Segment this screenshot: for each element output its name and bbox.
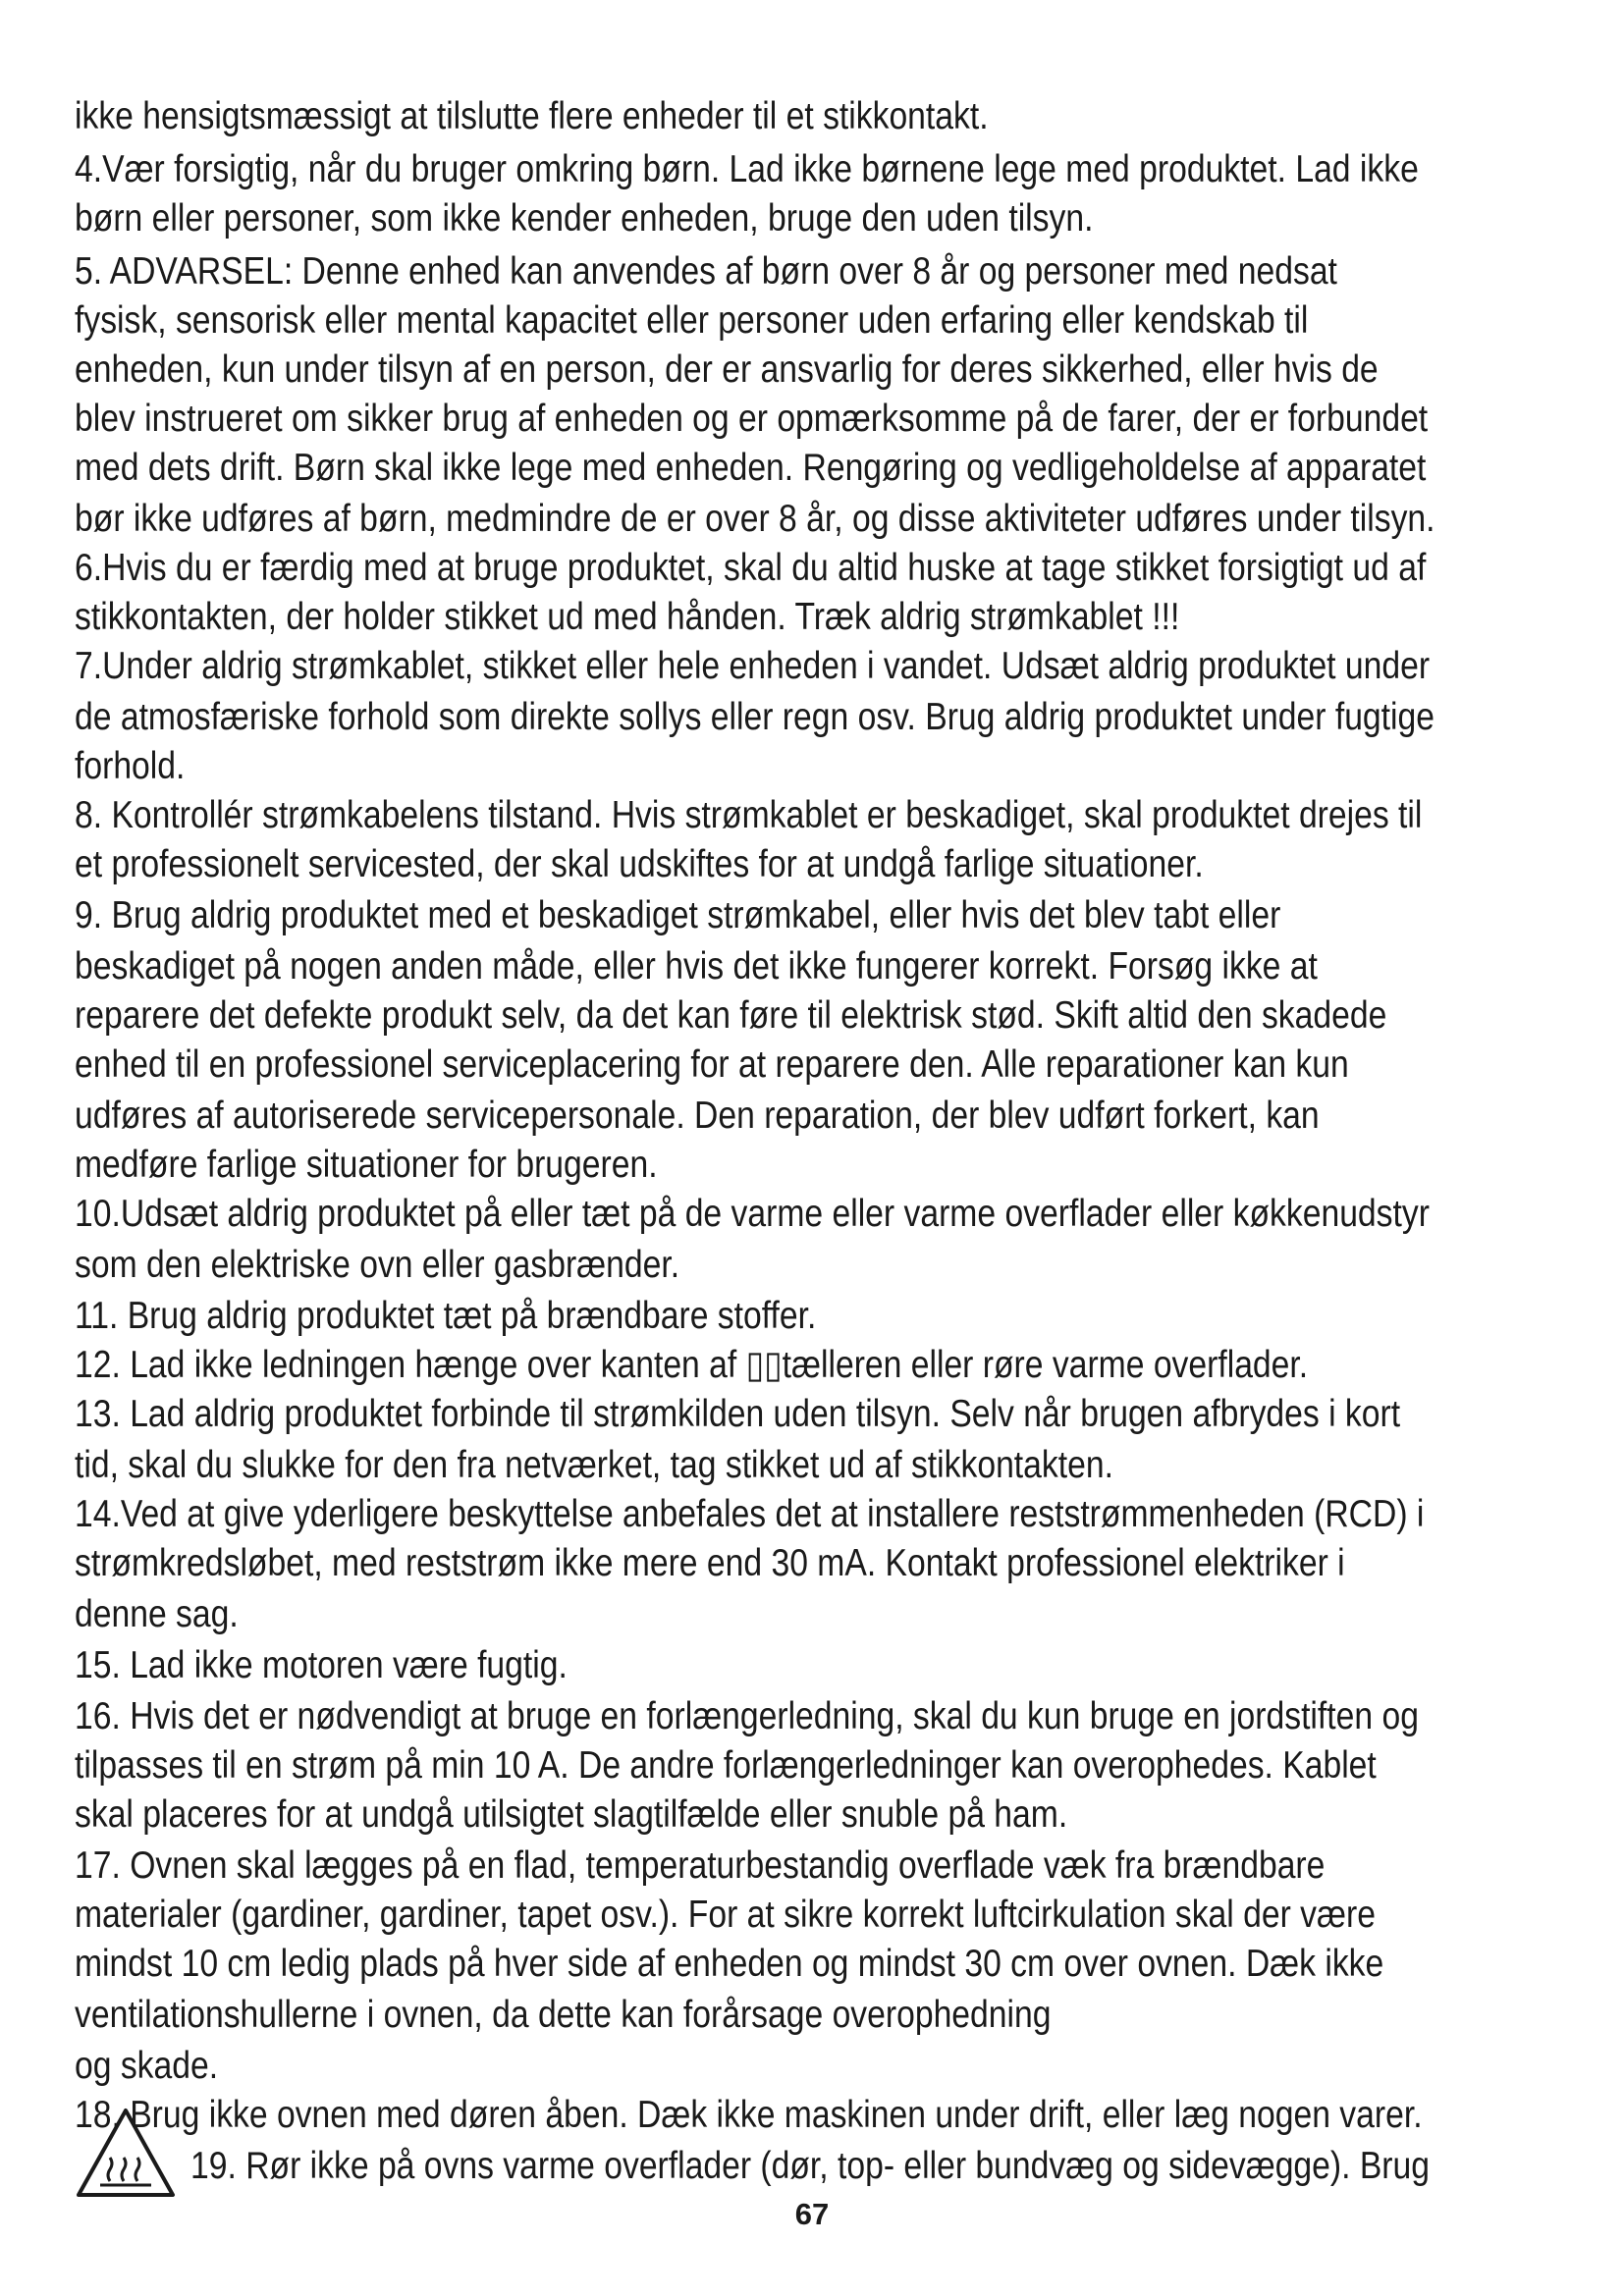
text-line: skal placeres for at undgå utilsigtet slagtilfælde eller snuble på ham. xyxy=(75,1793,1068,1836)
text-line: strømkredsløbet, med reststrøm ikke mere end 30 mA. Kontakt professionel elektriker i xyxy=(75,1542,1345,1584)
text-line: denne sag. xyxy=(75,1593,239,1635)
text-line: reparere det defekte produkt selv, da det kan føre til elektrisk stød. Skift altid den skadede xyxy=(75,994,1387,1037)
text-line: et professionelt servicested, der skal udskiftes for at undgå farlige situationer. xyxy=(75,843,1204,885)
text-line: 19. Rør ikke på ovns varme overflader (dør, top- eller bundvæg og sidevægge). Brug xyxy=(190,2145,1431,2187)
text-line: som den elektriske ovn eller gasbrænder. xyxy=(75,1244,680,1286)
text-line: udføres af autoriserede servicepersonale. Den reparation, der blev udført forkert, kan xyxy=(75,1095,1320,1137)
text-line: de atmosfæriske forhold som direkte sollys eller regn osv. Brug aldrig produktet under fugtige xyxy=(75,696,1435,738)
text-line: 9. Brug aldrig produktet med et beskadiget strømkabel, eller hvis det blev tabt eller xyxy=(75,894,1281,936)
text-line: tid, skal du slukke for den fra netværket, tag stikket ud af stikkontakten. xyxy=(75,1444,1113,1486)
text-line: medføre farlige situationer for brugeren. xyxy=(75,1144,658,1186)
hot-surface-warning-icon xyxy=(75,2107,177,2199)
text-line: 18. Brug ikke ovnen med døren åben. Dæk ikke maskinen under drift, eller læg nogen varer. xyxy=(75,2094,1423,2136)
text-line: børn eller personer, som ikke kender enheden, bruge den uden tilsyn. xyxy=(75,197,1094,240)
text-line: og skade. xyxy=(75,2045,219,2087)
text-line: 8. Kontrollér strømkabelens tilstand. Hvis strømkablet er beskadiget, skal produktet drejes til xyxy=(75,794,1423,836)
text-line: 4.Vær forsigtig, når du bruger omkring børn. Lad ikke børnene lege med produktet. Lad ikke xyxy=(75,148,1419,190)
text-line: 6.Hvis du er færdig med at bruge produktet, skal du altid huske at tage stikket forsigtigt ud af xyxy=(75,547,1427,589)
text-line: fysisk, sensorisk eller mental kapacitet eller personer uden erfaring eller kendskab til xyxy=(75,299,1309,342)
text-line: tilpasses til en strøm på min 10 A. De andre forlængerledninger kan overophedes. Kablet xyxy=(75,1744,1377,1787)
text-line: ventilationshullerne i ovnen, da dette kan forårsage overophedning xyxy=(75,1994,1052,2036)
text-line: ikke hensigtsmæssigt at tilslutte flere enheder til et stikkontakt. xyxy=(75,95,989,137)
text-line: 7.Under aldrig strømkablet, stikket eller hele enheden i vandet. Udsæt aldrig produktet under xyxy=(75,645,1431,687)
text-line: beskadiget på nogen anden måde, eller hvis det ikke fungerer korrekt. Forsøg ikke at xyxy=(75,945,1318,988)
text-line: 15. Lad ikke motoren være fugtig. xyxy=(75,1644,568,1686)
text-line: mindst 10 cm ledig plads på hver side af enheden og mindst 30 cm over ovnen. Dæk ikke xyxy=(75,1943,1384,1985)
text-line: med dets drift. Børn skal ikke lege med enheden. Rengøring og vedligeholdelse af apparatet xyxy=(75,447,1427,489)
text-line: 11. Brug aldrig produktet tæt på brændbare stoffer. xyxy=(75,1295,817,1337)
text-line: bør ikke udføres af børn, medmindre de er over 8 år, og disse aktiviteter udføres under tilsyn. xyxy=(75,498,1435,540)
text-line: 13. Lad aldrig produktet forbinde til strømkilden uden tilsyn. Selv når brugen afbrydes i kort xyxy=(75,1393,1401,1435)
text-line: blev instrueret om sikker brug af enheden og er opmærksomme på de farer, der er forbundet xyxy=(75,398,1429,440)
page-number: 67 xyxy=(794,2197,830,2231)
text-line: materialer (gardiner, gardiner, tapet osv.). For at sikre korrekt luftcirkulation skal der være xyxy=(75,1894,1376,1936)
text-line: forhold. xyxy=(75,745,186,787)
text-line: enheden, kun under tilsyn af en person, der er ansvarlig for deres sikkerhed, eller hvis de xyxy=(75,348,1379,391)
text-line: 10.Udsæt aldrig produktet på eller tæt på de varme eller varme overflader eller køkkenudstyr xyxy=(75,1193,1430,1235)
text-line: 14.Ved at give yderligere beskyttelse anbefales det at installere reststrømmenheden (RCD) i xyxy=(75,1493,1425,1535)
text-line: 17. Ovnen skal lægges på en flad, temperaturbestandig overflade væk fra brændbare xyxy=(75,1844,1326,1887)
text-line: 5. ADVARSEL: Denne enhed kan anvendes af børn over 8 år og personer med nedsat xyxy=(75,250,1337,293)
text-line: 16. Hvis det er nødvendigt at bruge en forlængerledning, skal du kun bruge en jordstiften og xyxy=(75,1695,1419,1737)
text-line: stikkontakten, der holder stikket ud med hånden. Træk aldrig strømkablet !!! xyxy=(75,596,1180,638)
text-line: enhed til en professionel serviceplacering for at reparere den. Alle reparationer kan kun xyxy=(75,1043,1349,1086)
text-line: 12. Lad ikke ledningen hænge over kanten af ▯▯tælleren eller røre varme overflader. xyxy=(75,1344,1309,1386)
